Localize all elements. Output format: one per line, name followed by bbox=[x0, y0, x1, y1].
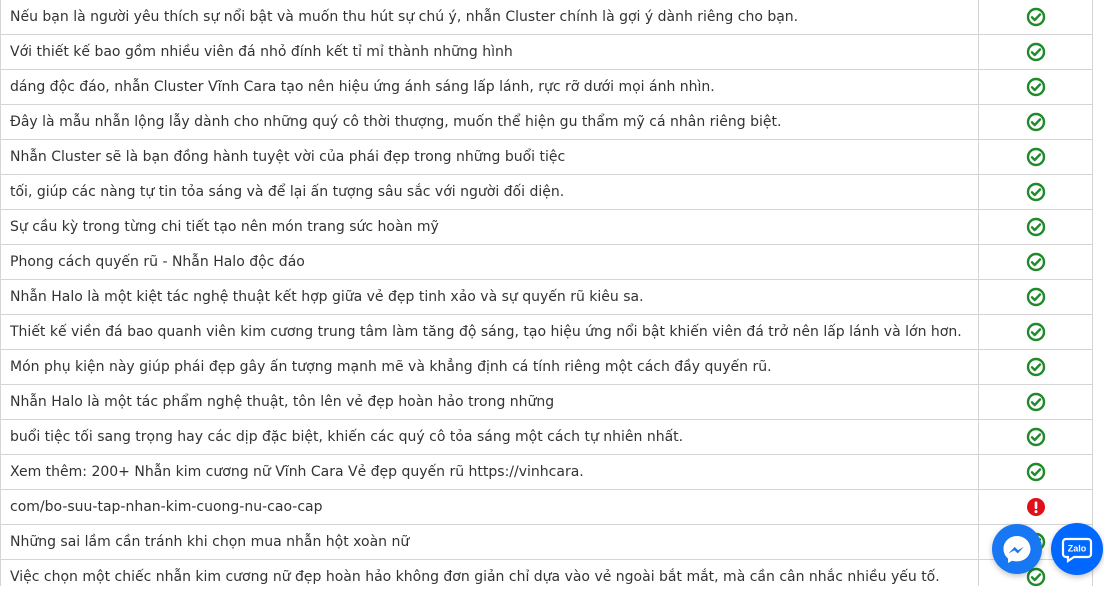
status-cell bbox=[979, 245, 1093, 280]
sentence-text: Nếu bạn là người yêu thích sự nổi bật và muốn thu hút sự chú ý, nhẫn Cluster chính là gợi ý dành riêng cho bạn. bbox=[1, 0, 979, 35]
sentence-text: Với thiết kế bao gồm nhiều viên đá nhỏ đính kết tỉ mỉ thành những hình bbox=[1, 35, 979, 70]
status-cell bbox=[979, 35, 1093, 70]
sentence-text: tối, giúp các nàng tự tin tỏa sáng và để lại ấn tượng sâu sắc với người đối diện. bbox=[1, 175, 979, 210]
messenger-chat-button[interactable] bbox=[992, 524, 1042, 574]
sentence-text: Nhẫn Halo là một tác phẩm nghệ thuật, tôn lên vẻ đẹp hoàn hảo trong những bbox=[1, 385, 979, 420]
sentence-text: buổi tiệc tối sang trọng hay các dịp đặc biệt, khiến các quý cô tỏa sáng một cách tự nhiên nhất. bbox=[1, 420, 979, 455]
table-row bbox=[1, 35, 1093, 70]
check-circle-icon bbox=[1026, 147, 1046, 167]
check-circle-icon bbox=[1026, 217, 1046, 237]
check-circle-icon bbox=[1026, 462, 1046, 482]
sentence-text: Phong cách quyến rũ - Nhẫn Halo độc đáo bbox=[1, 245, 979, 280]
table-row bbox=[1, 140, 1093, 175]
table-row bbox=[1, 210, 1093, 245]
check-circle-icon bbox=[1026, 357, 1046, 377]
sentence-text: Nhẫn Halo là một kiệt tác nghệ thuật kết hợp giữa vẻ đẹp tinh xảo và sự quyến rũ kiêu sa. bbox=[1, 280, 979, 315]
sentence-text: dáng độc đáo, nhẫn Cluster Vĩnh Cara tạo nên hiệu ứng ánh sáng lấp lánh, rực rỡ dưới mọi ánh nhìn. bbox=[1, 70, 979, 105]
table-row bbox=[1, 420, 1093, 455]
status-cell bbox=[979, 350, 1093, 385]
table-row bbox=[1, 385, 1093, 420]
zalo-icon bbox=[1051, 523, 1103, 575]
status-cell bbox=[979, 0, 1093, 35]
status-cell bbox=[979, 490, 1093, 525]
sentence-text: com/bo-suu-tap-nhan-kim-cuong-nu-cao-cap bbox=[1, 490, 979, 525]
check-circle-icon bbox=[1026, 42, 1046, 62]
check-circle-icon bbox=[1026, 322, 1046, 342]
table-row bbox=[1, 175, 1093, 210]
zalo-label: Zalo bbox=[1067, 543, 1087, 554]
status-cell bbox=[979, 210, 1093, 245]
exclamation-circle-icon bbox=[1026, 497, 1046, 517]
table-row bbox=[1, 490, 1093, 525]
status-cell bbox=[979, 105, 1093, 140]
status-cell bbox=[979, 455, 1093, 490]
messenger-icon bbox=[992, 524, 1042, 574]
check-circle-icon bbox=[1026, 112, 1046, 132]
status-cell bbox=[979, 70, 1093, 105]
status-cell bbox=[979, 280, 1093, 315]
table-row bbox=[1, 105, 1093, 140]
table-row bbox=[1, 350, 1093, 385]
table-row bbox=[1, 280, 1093, 315]
table-row bbox=[1, 525, 1093, 560]
table-row bbox=[1, 70, 1093, 105]
status-cell bbox=[979, 140, 1093, 175]
check-circle-icon bbox=[1026, 392, 1046, 412]
sentence-text: Những sai lầm cần tránh khi chọn mua nhẫn hột xoàn nữ bbox=[1, 525, 979, 560]
sentence-text: Việc chọn một chiếc nhẫn kim cương nữ đẹp hoàn hảo không đơn giản chỉ dựa vào vẻ ngoài bắt mắt, mà cần cân nhắc nhiều yếu tố. bbox=[1, 560, 979, 595]
sentence-text: Xem thêm: 200+ Nhẫn kim cương nữ Vĩnh Cara Vẻ đẹp quyến rũ https://vinhcara. bbox=[1, 455, 979, 490]
check-circle-icon bbox=[1026, 427, 1046, 447]
status-cell bbox=[979, 175, 1093, 210]
sentence-text: Đây là mẫu nhẫn lộng lẫy dành cho những quý cô thời thượng, muốn thể hiện gu thẩm mỹ cá nhân riêng biệt. bbox=[1, 105, 979, 140]
status-cell bbox=[979, 420, 1093, 455]
check-circle-icon bbox=[1026, 252, 1046, 272]
check-circle-icon bbox=[1026, 182, 1046, 202]
table-row bbox=[1, 245, 1093, 280]
sentence-text: Nhẫn Cluster sẽ là bạn đồng hành tuyệt vời của phái đẹp trong những buổi tiệc bbox=[1, 140, 979, 175]
sentence-text: Sự cầu kỳ trong từng chi tiết tạo nên món trang sức hoàn mỹ bbox=[1, 210, 979, 245]
table-row bbox=[1, 0, 1093, 35]
table-row bbox=[1, 315, 1093, 350]
zalo-chat-button[interactable] bbox=[1051, 523, 1103, 575]
check-circle-icon bbox=[1026, 77, 1046, 97]
table-row bbox=[1, 455, 1093, 490]
status-cell bbox=[979, 315, 1093, 350]
table-body bbox=[1, 0, 1093, 595]
status-cell bbox=[979, 385, 1093, 420]
page-bottom-area bbox=[0, 586, 1104, 600]
check-circle-icon bbox=[1026, 287, 1046, 307]
sentence-text: Thiết kế viền đá bao quanh viên kim cương trung tâm làm tăng độ sáng, tạo hiệu ứng nổi bật khiến viên đá trở nên lấp lánh và lớn hơn. bbox=[1, 315, 979, 350]
sentence-text: Món phụ kiện này giúp phái đẹp gây ấn tượng mạnh mẽ và khẳng định cá tính riêng một cách đầy quyến rũ. bbox=[1, 350, 979, 385]
check-circle-icon bbox=[1026, 7, 1046, 27]
